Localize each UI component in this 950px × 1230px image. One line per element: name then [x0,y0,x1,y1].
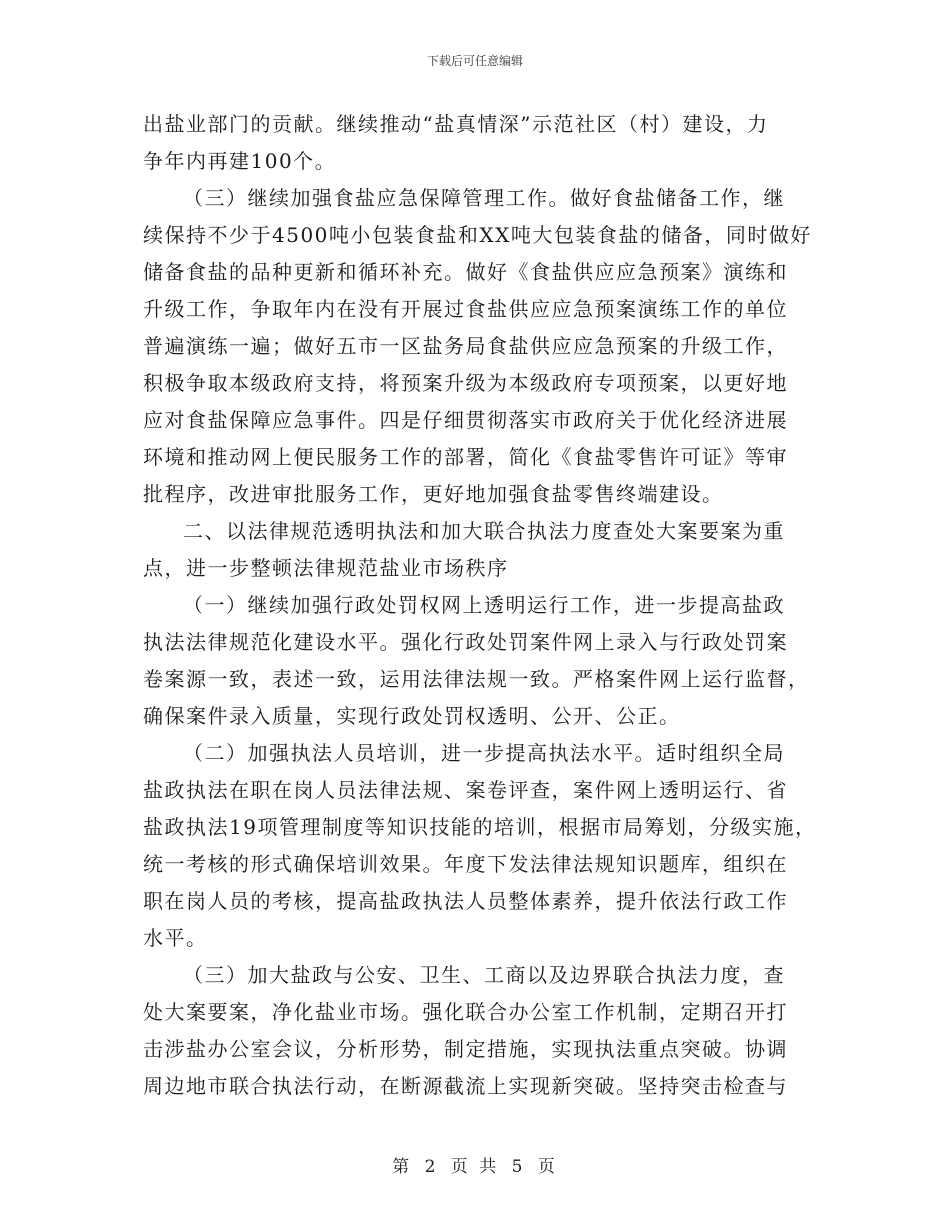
text-line: （三）继续加强食盐应急保障管理工作。做好食盐储备工作，继 [183,186,785,210]
text-line: 处大案要案，净化盐业市场。强化联合办公室工作机制，定期召开打 [143,1000,788,1024]
text-line: 续保持不少于4500吨小包装食盐和XX吨大包装食盐的储备，同时做好 [143,223,812,247]
footer-mid: 页 共 [450,1157,500,1177]
section-heading-line: 二、以法律规范透明执法和加大联合执法力度查处大案要案为重 [183,519,785,543]
current-page-number: 2 [424,1157,439,1177]
text-line: 批程序，改进审批服务工作，更好地加强食盐零售终端建设。 [143,482,724,506]
text-line: （二）加强执法人员培训，进一步提高执法水平。适时组织全局 [183,741,785,765]
text-line: 争年内再建100个。 [143,149,337,173]
text-line: （一）继续加强行政处罚权网上透明运行工作，进一步提高盐政 [183,593,785,617]
text-line: 积极争取本级政府支持，将预案升级为本级政府专项预案，以更好地 [143,371,788,395]
page-footer [0,1152,950,1177]
text-line: （三）加大盐政与公安、卫生、工商以及边界联合执法力度，查 [183,963,785,987]
text-line: 确保案件录入质量，实现行政处罚权透明、公开、公正。 [143,704,681,728]
text-line: 普遍演练一遍；做好五市一区盐务局食盐供应应急预案的升级工作， [143,334,788,358]
text-line: 出盐业部门的贡献。继续推动“盐真情深”示范社区（村）建设，力 [143,112,769,136]
text-line: 应对食盐保障应急事件。四是仔细贯彻落实市政府关于优化经济进展 [143,408,788,432]
text-line: 水平。 [143,926,208,950]
text-line: 卷案源一致，表述一致，运用法律法规一致。严格案件网上运行监督， [143,667,810,691]
text-line: 盐政执法在职在岗人员法律法规、案卷评查，案件网上透明运行、省 [143,778,788,802]
footer-prefix: 第 [392,1157,413,1177]
text-line: 统一考核的形式确保培训效果。年度下发法律法规知识题库，组织在 [143,852,788,876]
page-header-note: 下载后可任意编辑 [426,54,523,68]
text-line: 执法法律规范化建设水平。强化行政处罚案件网上录入与行政处罚案 [143,630,788,654]
footer-suffix: 页 [537,1157,558,1177]
text-line: 环境和推动网上便民服务工作的部署，简化《食盐零售许可证》等审 [143,445,788,469]
text-line: 储备食盐的品种更新和循环补充。做好《食盐供应应急预案》演练和 [143,260,788,284]
text-line: 升级工作，争取年内在没有开展过食盐供应应急预案演练工作的单位 [143,297,788,321]
total-page-number: 5 [511,1157,526,1177]
text-line: 职在岗人员的考核，提高盐政执法人员整体素养，提升依法行政工作 [143,889,788,913]
text-line: 击涉盐办公室会议，分析形势，制定措施，实现执法重点突破。协调 [143,1037,788,1061]
text-line: 盐政执法19项管理制度等知识技能的培训，根据市局筹划，分级实施， [143,815,817,839]
section-heading-line: 点，进一步整顿法律规范盐业市场秩序 [143,556,509,580]
text-line: 周边地市联合执法行动，在断源截流上实现新突破。坚持突击检查与 [143,1074,788,1098]
